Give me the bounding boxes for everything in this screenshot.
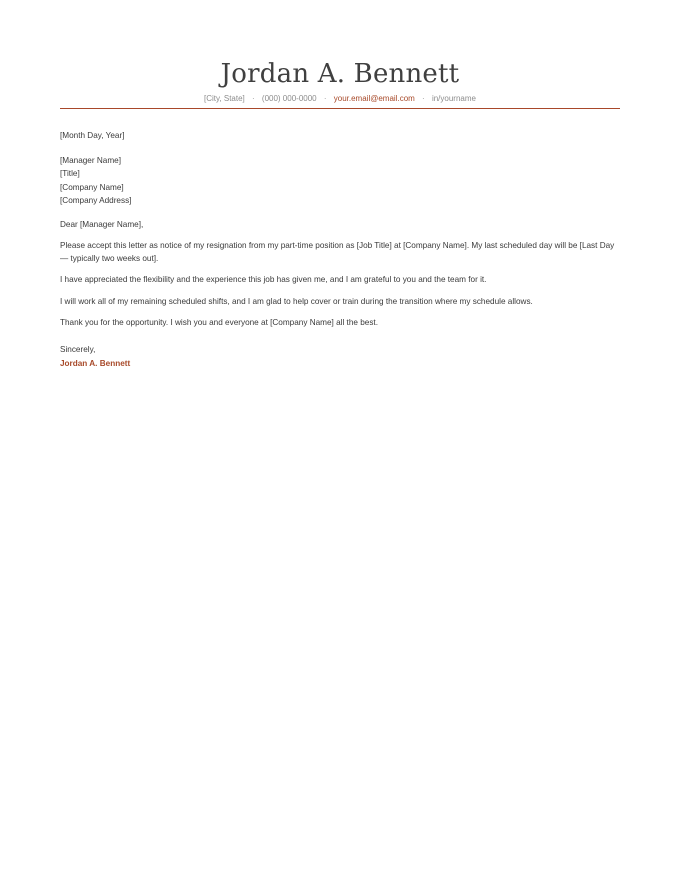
header-divider	[60, 108, 620, 109]
recipient-title: [Title]	[60, 169, 80, 178]
letter-date: [Month Day, Year]	[60, 131, 125, 140]
contact-phone: (000) 000-0000	[261, 94, 317, 103]
sender-name: Jordan A. Bennett	[220, 59, 460, 89]
salutation: Dear [Manager Name],	[60, 219, 144, 229]
recipient-address: [Company Address]	[60, 196, 132, 205]
recipient-name: [Manager Name]	[60, 155, 121, 165]
contact-separator: ·	[252, 94, 255, 103]
body-paragraph: Thank you for the opportunity. I wish you and everyone at [Company Name] all the best.	[60, 318, 378, 327]
contact-line	[60, 93, 620, 105]
closing: Sincerely,	[60, 344, 96, 354]
contact-separator: ·	[422, 94, 425, 103]
recipient-block	[60, 154, 620, 208]
signature-name: Jordan A. Bennett	[60, 359, 131, 368]
letter-body	[60, 130, 620, 371]
body-paragraph: I will work all of my remaining scheduled shifts, and I am glad to help cover or train during the transition where my schedule allows.	[60, 296, 533, 306]
contact-location: [City, State]	[204, 94, 245, 103]
contact-separator: ·	[323, 94, 327, 103]
contact-email[interactable]: your.email@email.com	[333, 94, 415, 103]
body-paragraph: Please accept this letter as notice of my resignation from my part-time position as [Job Title] at [Company Name]. My last scheduled day will be [Last Day — typically two weeks out].	[60, 241, 615, 263]
recipient-company: [Company Name]	[60, 182, 124, 192]
contact-linkedin: in/yourname	[431, 94, 476, 103]
body-paragraph: I have appreciated the flexibility and the experience this job has given me, and I am grateful to you and the team for it.	[60, 275, 487, 284]
letter-header	[60, 58, 620, 105]
